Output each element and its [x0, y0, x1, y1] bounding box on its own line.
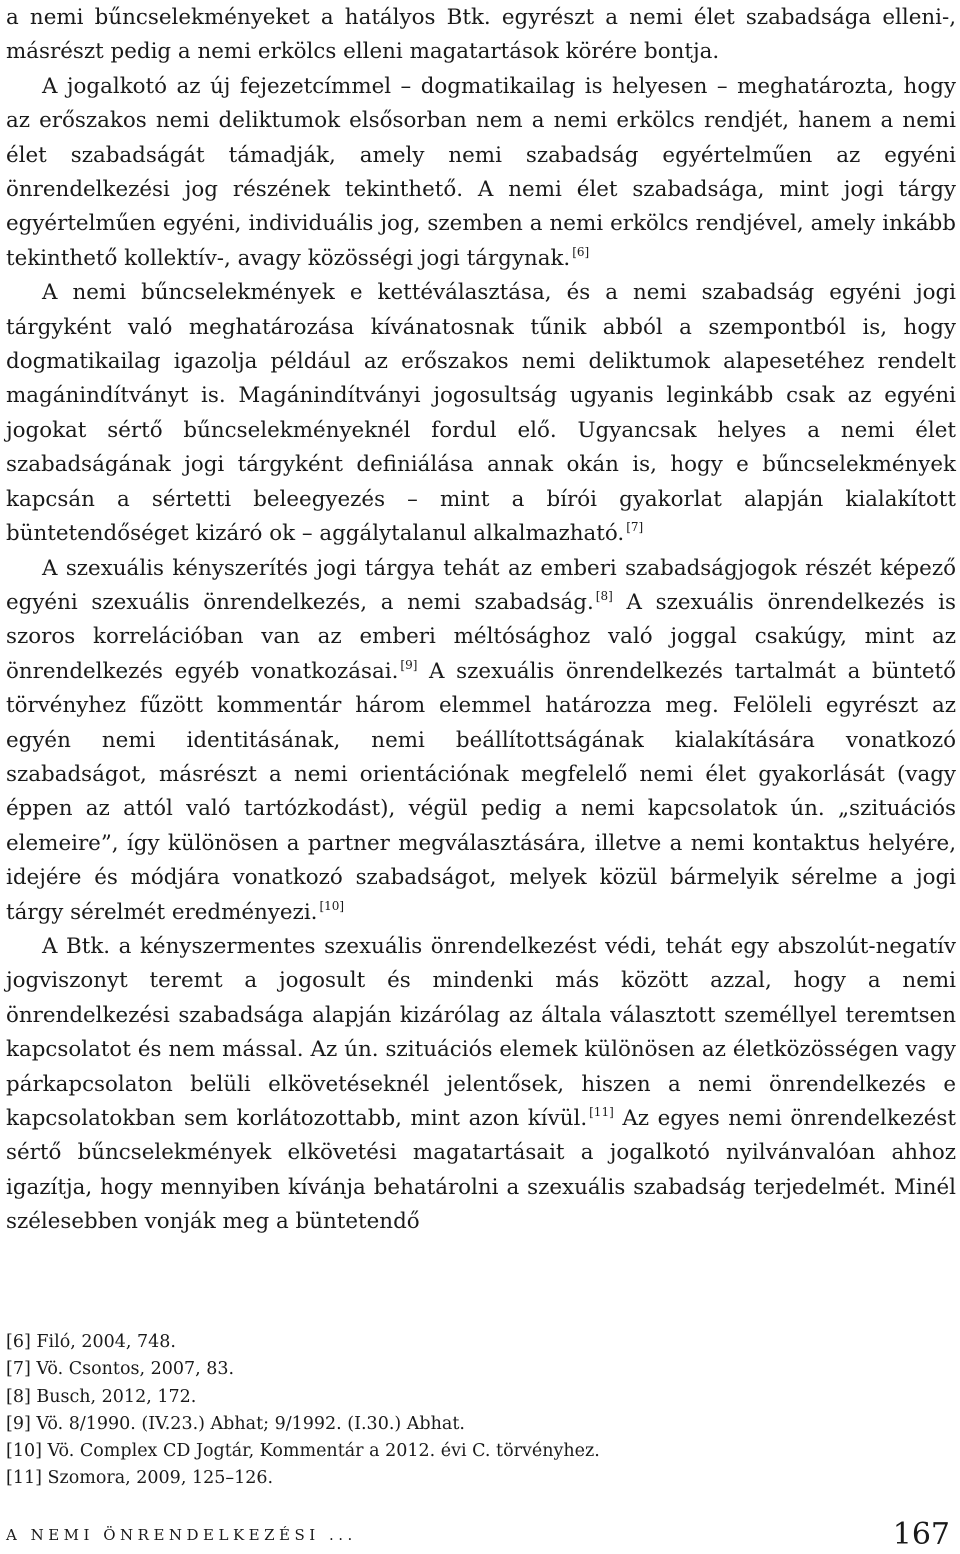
- paragraph: [6, 276, 956, 551]
- paragraph-text: A Btk. a kényszermentes szexuális önrendelkezést védi, tehát egy abszolút-negatív jogviszonyt teremt a jogosult és mindenki más között azzal, hogy a nemi önrendelkezési szabadsága alapján kizárólag az általa választott személlyel teremtsen kapcsolatot és nem mással. Az ún. szituációs elemek különösen az életközösségen vagy párkapcsolaton belüli elkövetéseknél jelentősek, hiszen a nemi önrendelkezés e kapcsolatokban sem korlátozottabb, mint azon kívül.: [6, 933, 956, 1131]
- paragraph-text: Az egyes nemi önrendelkezést sértő bűncselekmények elkövetési magatartásait a jogalkotó nyilvánvalóan ahhoz igazítja, hogy mennyiben kívánja behatárolni a szexuális szabadság terjedelmét. Minél szélesebben vonják meg a büntetendő: [6, 1106, 956, 1235]
- footnote-reference[interactable]: [9]: [400, 657, 418, 672]
- footnote-item: [11] Szomora, 2009, 125–126.: [6, 1468, 274, 1489]
- footnote-item: [9] Vö. 8/1990. (IV.23.) Abhat; 9/1992. (I.30.) Abhat.: [6, 1413, 465, 1434]
- running-head: A NEMI ÖNRENDELKEZÉSI ...: [6, 1526, 357, 1544]
- paragraph: [6, 1, 956, 70]
- paragraph-text: A szexuális kényszerítés jogi tárgya tehát az emberi szabadságjogok részét képező egyéni szexuális önrendelkezés, a nemi szabadság.: [6, 555, 956, 615]
- document-page: [6, 0, 956, 1552]
- paragraph: [6, 70, 956, 276]
- paragraph-text: a nemi bűncselekményeket a hatályos Btk. egyrészt a nemi élet szabadsága elleni-, másrészt pedig a nemi erkölcs elleni magatartások körére bontja.: [6, 5, 956, 65]
- footnote-reference[interactable]: [6]: [572, 244, 590, 259]
- footnotes-section: [6, 1329, 956, 1493]
- paragraph-text: A szexuális önrendelkezés tartalmát a büntető törvényhez fűzött kommentár három elemmel határozza meg. Felöleli egyrészt az egyén nemi identitásának, nemi beállítottságának kialakítására vonatkozó szabadságot, másrészt a nemi orientációnak megfelelő nemi élet gyakorlását (vagy éppen az attól való tartózkodást), végül pedig a nemi kapcsolatok ún. „szituációs elemeire”, így különösen a partner megválasztására, illetve a nemi kontaktus helyére, idejére és módjára vonatkozó szabadságot, melyek közül bármelyik sérelme a jogi tárgy sérelmét eredményezi.: [6, 658, 956, 925]
- footnote-item: [8] Busch, 2012, 172.: [6, 1386, 197, 1407]
- paragraph: [6, 552, 956, 930]
- footnote-reference[interactable]: [7]: [626, 520, 644, 535]
- footnote-item: [6] Filó, 2004, 748.: [6, 1332, 176, 1352]
- footnote-reference[interactable]: [8]: [595, 588, 613, 603]
- page-number: 167: [892, 1517, 950, 1552]
- paragraph-text: A jogalkotó az új fejezetcímmel – dogmatikailag is helyesen – meghatározta, hogy az erőszakos nemi deliktumok elsősorban nem a nemi erkölcs rendjét, hanem a nemi élet szabadságát támadják, amely nemi szabadság egyértelműen az egyéni önrendelkezési jog részének tekinthető. A nemi élet szabadsága, mint jogi tárgy egyértelműen egyéni, individuális jog, szemben a nemi erkölcs rendjével, amely inkább tekinthető kollektív-, avagy közösségi jogi tárgynak.: [6, 73, 956, 271]
- footnote-item: [10] Vö. Complex CD Jogtár, Kommentár a 2012. évi C. törvényhez.: [6, 1441, 600, 1462]
- paragraph-text: A szexuális önrendelkezés is szoros korrelációban van az emberi méltósághoz való joggal csakúgy, mint az önrendelkezés egyéb vonatkozásai.: [6, 589, 956, 684]
- main-body-text: [6, 0, 956, 1240]
- footnote-item: [7] Vö. Csontos, 2007, 83.: [6, 1359, 235, 1380]
- paragraph: [6, 930, 956, 1240]
- footnote-reference[interactable]: [11]: [589, 1105, 614, 1119]
- paragraph-text: A nemi bűncselekmények e kettéválasztása, és a nemi szabadság egyéni jogi tárgyként való meghatározása kívánatosnak tűnik abból a szempontból is, hogy dogmatikailag igazolja például az erőszakos nemi deliktumok alapesetéhez rendelt magánindítványt is. Magánindítványi jogosultság ugyanis leginkább csak az egyéni jogokat sértő bűncselekményeknél fordul elő. Ugyancsak helyes a nemi élet szabadságának jogi tárgyként definiálása annak okán is, hogy e bűncselekmények kapcsán a sértetti beleegyezés – mint a bírói gyakorlat alapján kialakított büntetendőséget kizáró ok – aggálytalanul alkalmazható.: [6, 280, 956, 547]
- footnote-reference[interactable]: [10]: [319, 898, 345, 913]
